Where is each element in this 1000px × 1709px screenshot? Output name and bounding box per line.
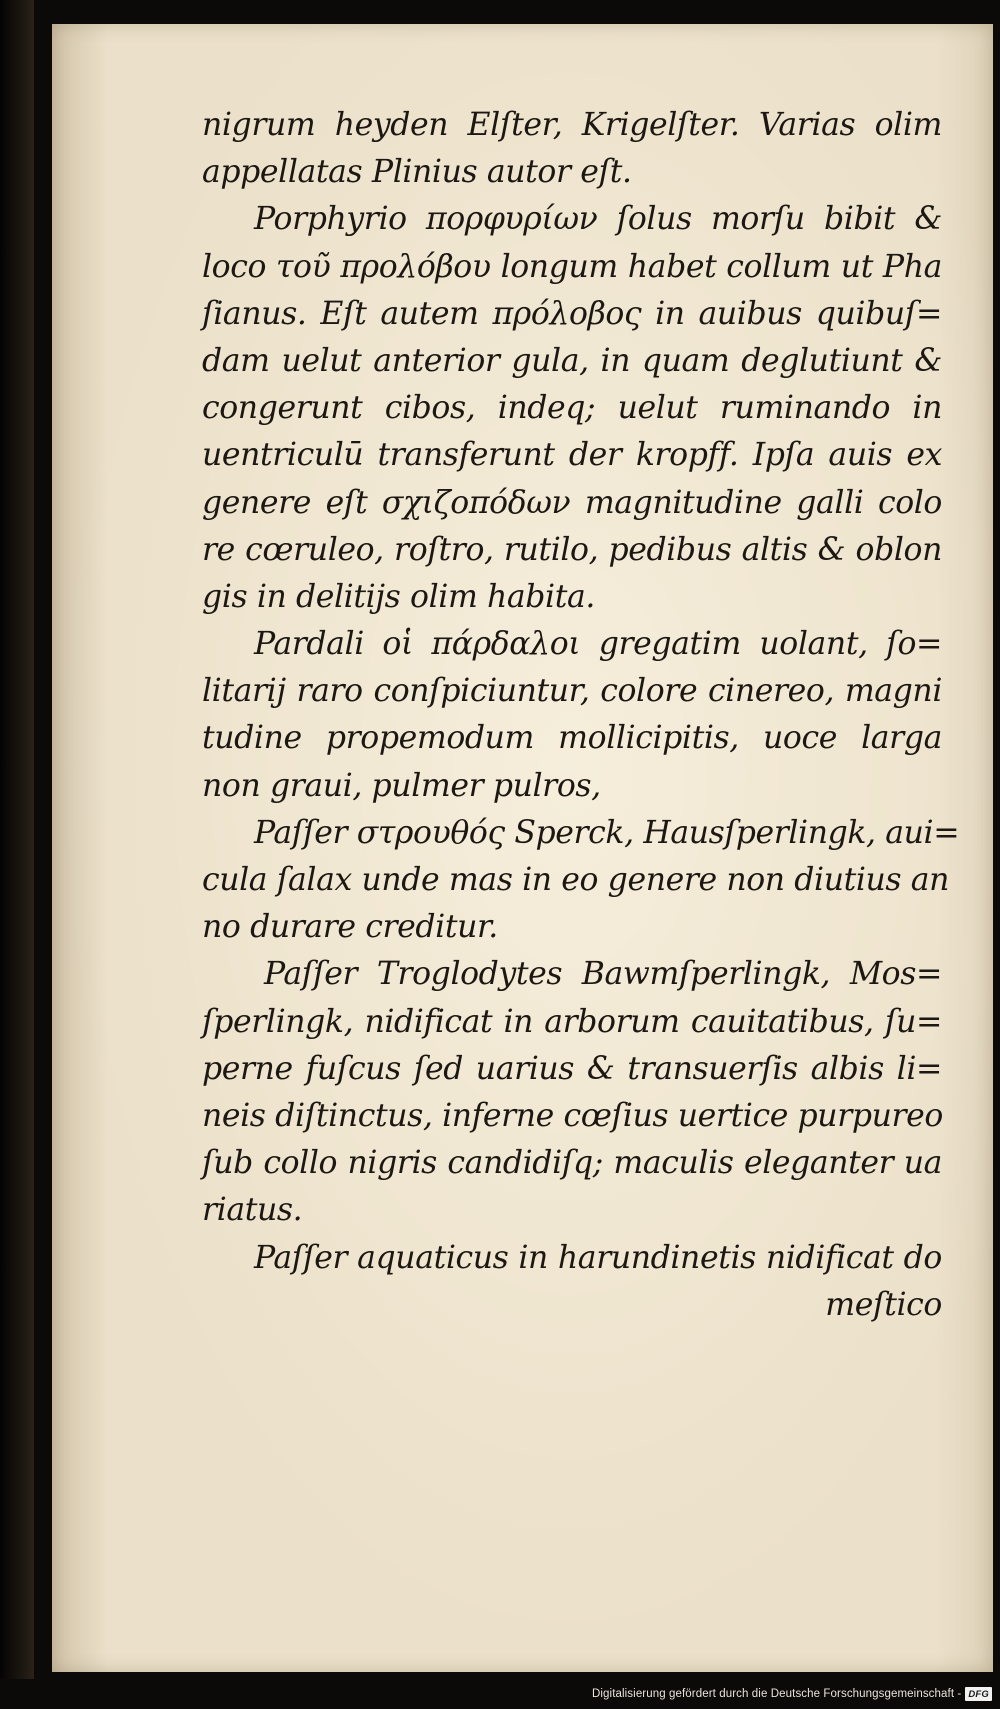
book-spine-edge bbox=[0, 0, 34, 1709]
digitization-footer bbox=[0, 1679, 1000, 1709]
text-line: riatus. bbox=[202, 1192, 303, 1229]
text-line: congerunt cibos, indeq; uelut ruminando in bbox=[202, 390, 942, 427]
text-line: nigrum heyden Elſter, Krigelſter. Varias olim bbox=[202, 107, 942, 143]
text-line: tudine propemodum mollicipitis, uoce larga bbox=[202, 720, 942, 757]
catchword: meſtico bbox=[825, 1286, 942, 1323]
funding-credit: Digitalisierung gefördert durch die Deutsche Forschungsgemeinschaft - bbox=[592, 1688, 962, 1700]
text-line: loco τοῦ προλόβου longum habet collum ut Pha bbox=[202, 248, 942, 285]
page-text-block bbox=[202, 102, 960, 1329]
text-line: perne fuſcus ſed uarius & transuerſis albis li= bbox=[202, 1050, 942, 1087]
text-line: Pardali οἱ πάρδαλοι gregatim uolant, ſo= bbox=[254, 626, 942, 663]
text-line: Paſſer στρουθός Sperck, Hausſperlingk, aui= bbox=[254, 814, 960, 851]
text-line: Paſſer Troglodytes Bawmſperlingk, Mos= bbox=[264, 956, 942, 993]
text-line: genere eſt σχιζοπόδων magnitudine galli colo bbox=[202, 484, 942, 521]
text-line: Paſſer aquaticus in harundinetis nidificat do bbox=[254, 1239, 942, 1276]
text-line: ſianus. Eſt autem πρόλοβος in auibus quibuſ= bbox=[202, 295, 942, 332]
text-line: no durare creditur. bbox=[202, 909, 498, 946]
text-line: cula ſalax unde mas in eo genere non diutius an bbox=[202, 862, 950, 898]
dfg-logo-icon: DFG bbox=[965, 1687, 992, 1701]
text-line: non graui, pulmer pulros, bbox=[202, 767, 601, 804]
text-line: uentriculū transferunt der kropff. Ipſa auis ex bbox=[202, 437, 942, 474]
text-line: ſub collo nigris candidiſq; maculis eleganter ua bbox=[202, 1145, 942, 1182]
text-line: appellatas Plinius autor eſt. bbox=[202, 154, 632, 191]
book-page bbox=[52, 24, 993, 1672]
text-line: litarij raro conſpiciuntur, colore cinereo, magni bbox=[202, 673, 942, 710]
text-line: Porphyrio πορφυρίων ſolus morſu bibit & bbox=[254, 201, 942, 238]
text-line: ſperlingk, nidificat in arborum cauitatibus, ſu= bbox=[202, 1003, 942, 1040]
text-line: gis in delitijs olim habita. bbox=[202, 578, 595, 615]
text-line: re cœruleo, roſtro, rutilo, pedibus altis & oblon bbox=[202, 531, 942, 568]
text-line: dam uelut anterior gula, in quam deglutiunt & bbox=[202, 342, 942, 379]
text-line: neis diſtinctus, inferne cœſius uertice purpureo bbox=[202, 1097, 943, 1134]
